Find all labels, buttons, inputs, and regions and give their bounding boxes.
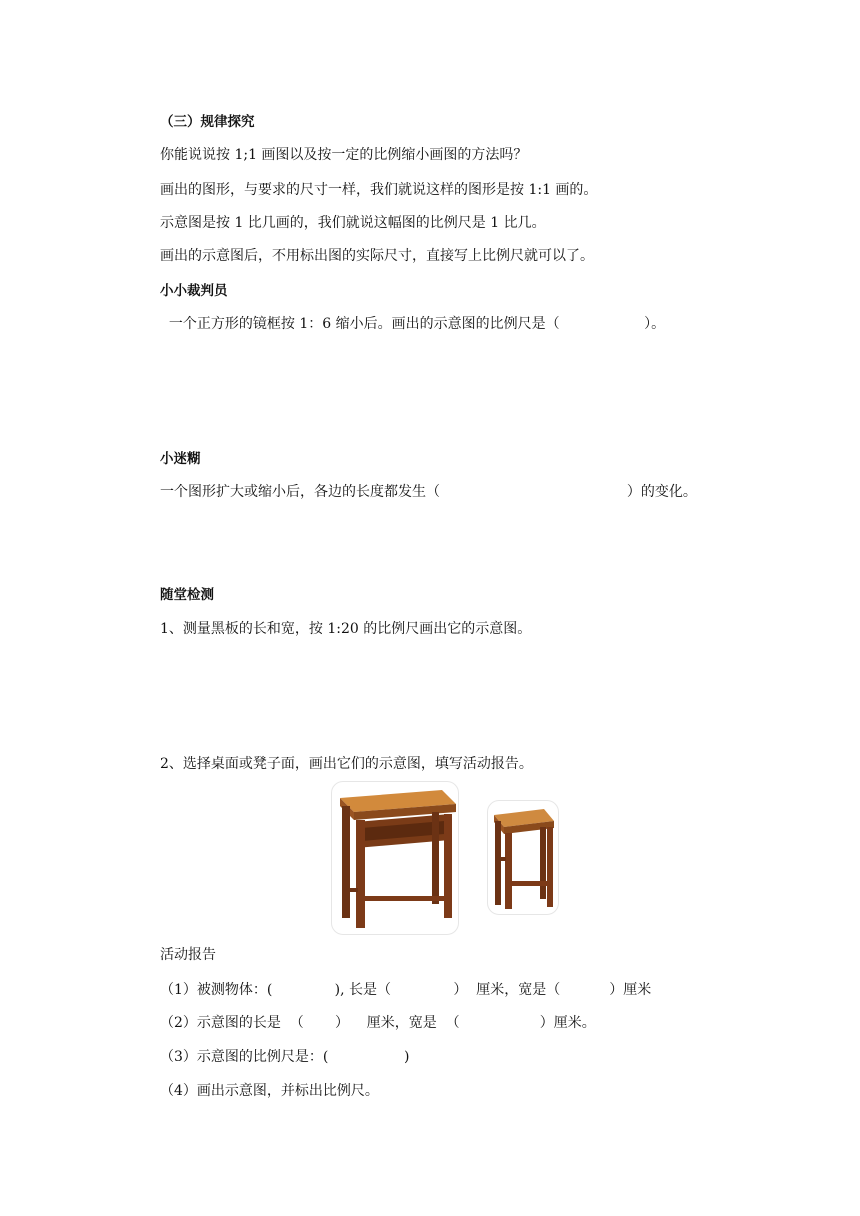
desk-leg-back-left (342, 806, 350, 918)
report-item-4: （4）画出示意图，并标出比例尺。 (160, 1083, 379, 1099)
rules-line-3: 示意图是按 1 比几画的，我们就说这幅图的比例尺是 1 比几。 (160, 215, 546, 231)
desk-stretcher-front (365, 896, 444, 901)
section-heading-judge: 小小裁判员 (160, 283, 228, 299)
test-question-2: 2、选择桌面或凳子面，画出它们的示意图，填写活动报告。 (160, 756, 533, 772)
stool-image (487, 800, 559, 915)
desk-illustration (332, 782, 458, 934)
report-item-3: （3）示意图的比例尺是：( ) (160, 1049, 410, 1065)
desk-leg-back-right (432, 812, 439, 904)
report-title: 活动报告 (160, 947, 216, 963)
stool-illustration (488, 801, 558, 914)
judge-question: 一个正方形的镜框按 1：6 缩小后。画出的示意图的比例尺是（ ）。 (160, 316, 666, 332)
section-heading-rules: （三）规律探究 (160, 114, 255, 130)
section-heading-confuse: 小迷糊 (160, 451, 201, 467)
section-heading-test: 随堂检测 (160, 587, 214, 603)
stool-leg-back-left (495, 821, 501, 905)
rules-line-1: 你能说说按 1;1 画图以及按一定的比例缩小画图的方法吗？ (160, 147, 528, 163)
desk-leg-front-right (444, 814, 452, 918)
desk-image (331, 781, 459, 935)
rules-line-2: 画出的图形，与要求的尺寸一样，我们就说这样的图形是按 1:1 画的。 (160, 182, 598, 198)
stool-leg-front-right (547, 827, 553, 907)
stool-leg-back-right (540, 827, 546, 899)
report-item-1: （1）被测物体：( ), 长是（ ） 厘米，宽是（ ）厘米 (160, 982, 652, 998)
stool-leg-front-left (505, 833, 512, 909)
rules-line-4: 画出的示意图后，不用标出图的实际尺寸，直接写上比例尺就可以了。 (160, 248, 594, 264)
stool-stretcher-side (500, 857, 506, 861)
stool-stretcher-front (512, 881, 547, 886)
report-item-2: （2）示意图的长是 （ ） 厘米，宽是 （ ）厘米。 (160, 1015, 596, 1031)
desk-stretcher-side (350, 888, 358, 892)
test-question-1: 1、测量黑板的长和宽，按 1:20 的比例尺画出它的示意图。 (160, 621, 532, 637)
confuse-question: 一个图形扩大或缩小后，各边的长度都发生（ ）的变化。 (160, 484, 697, 500)
desk-leg-front-left (356, 820, 365, 928)
